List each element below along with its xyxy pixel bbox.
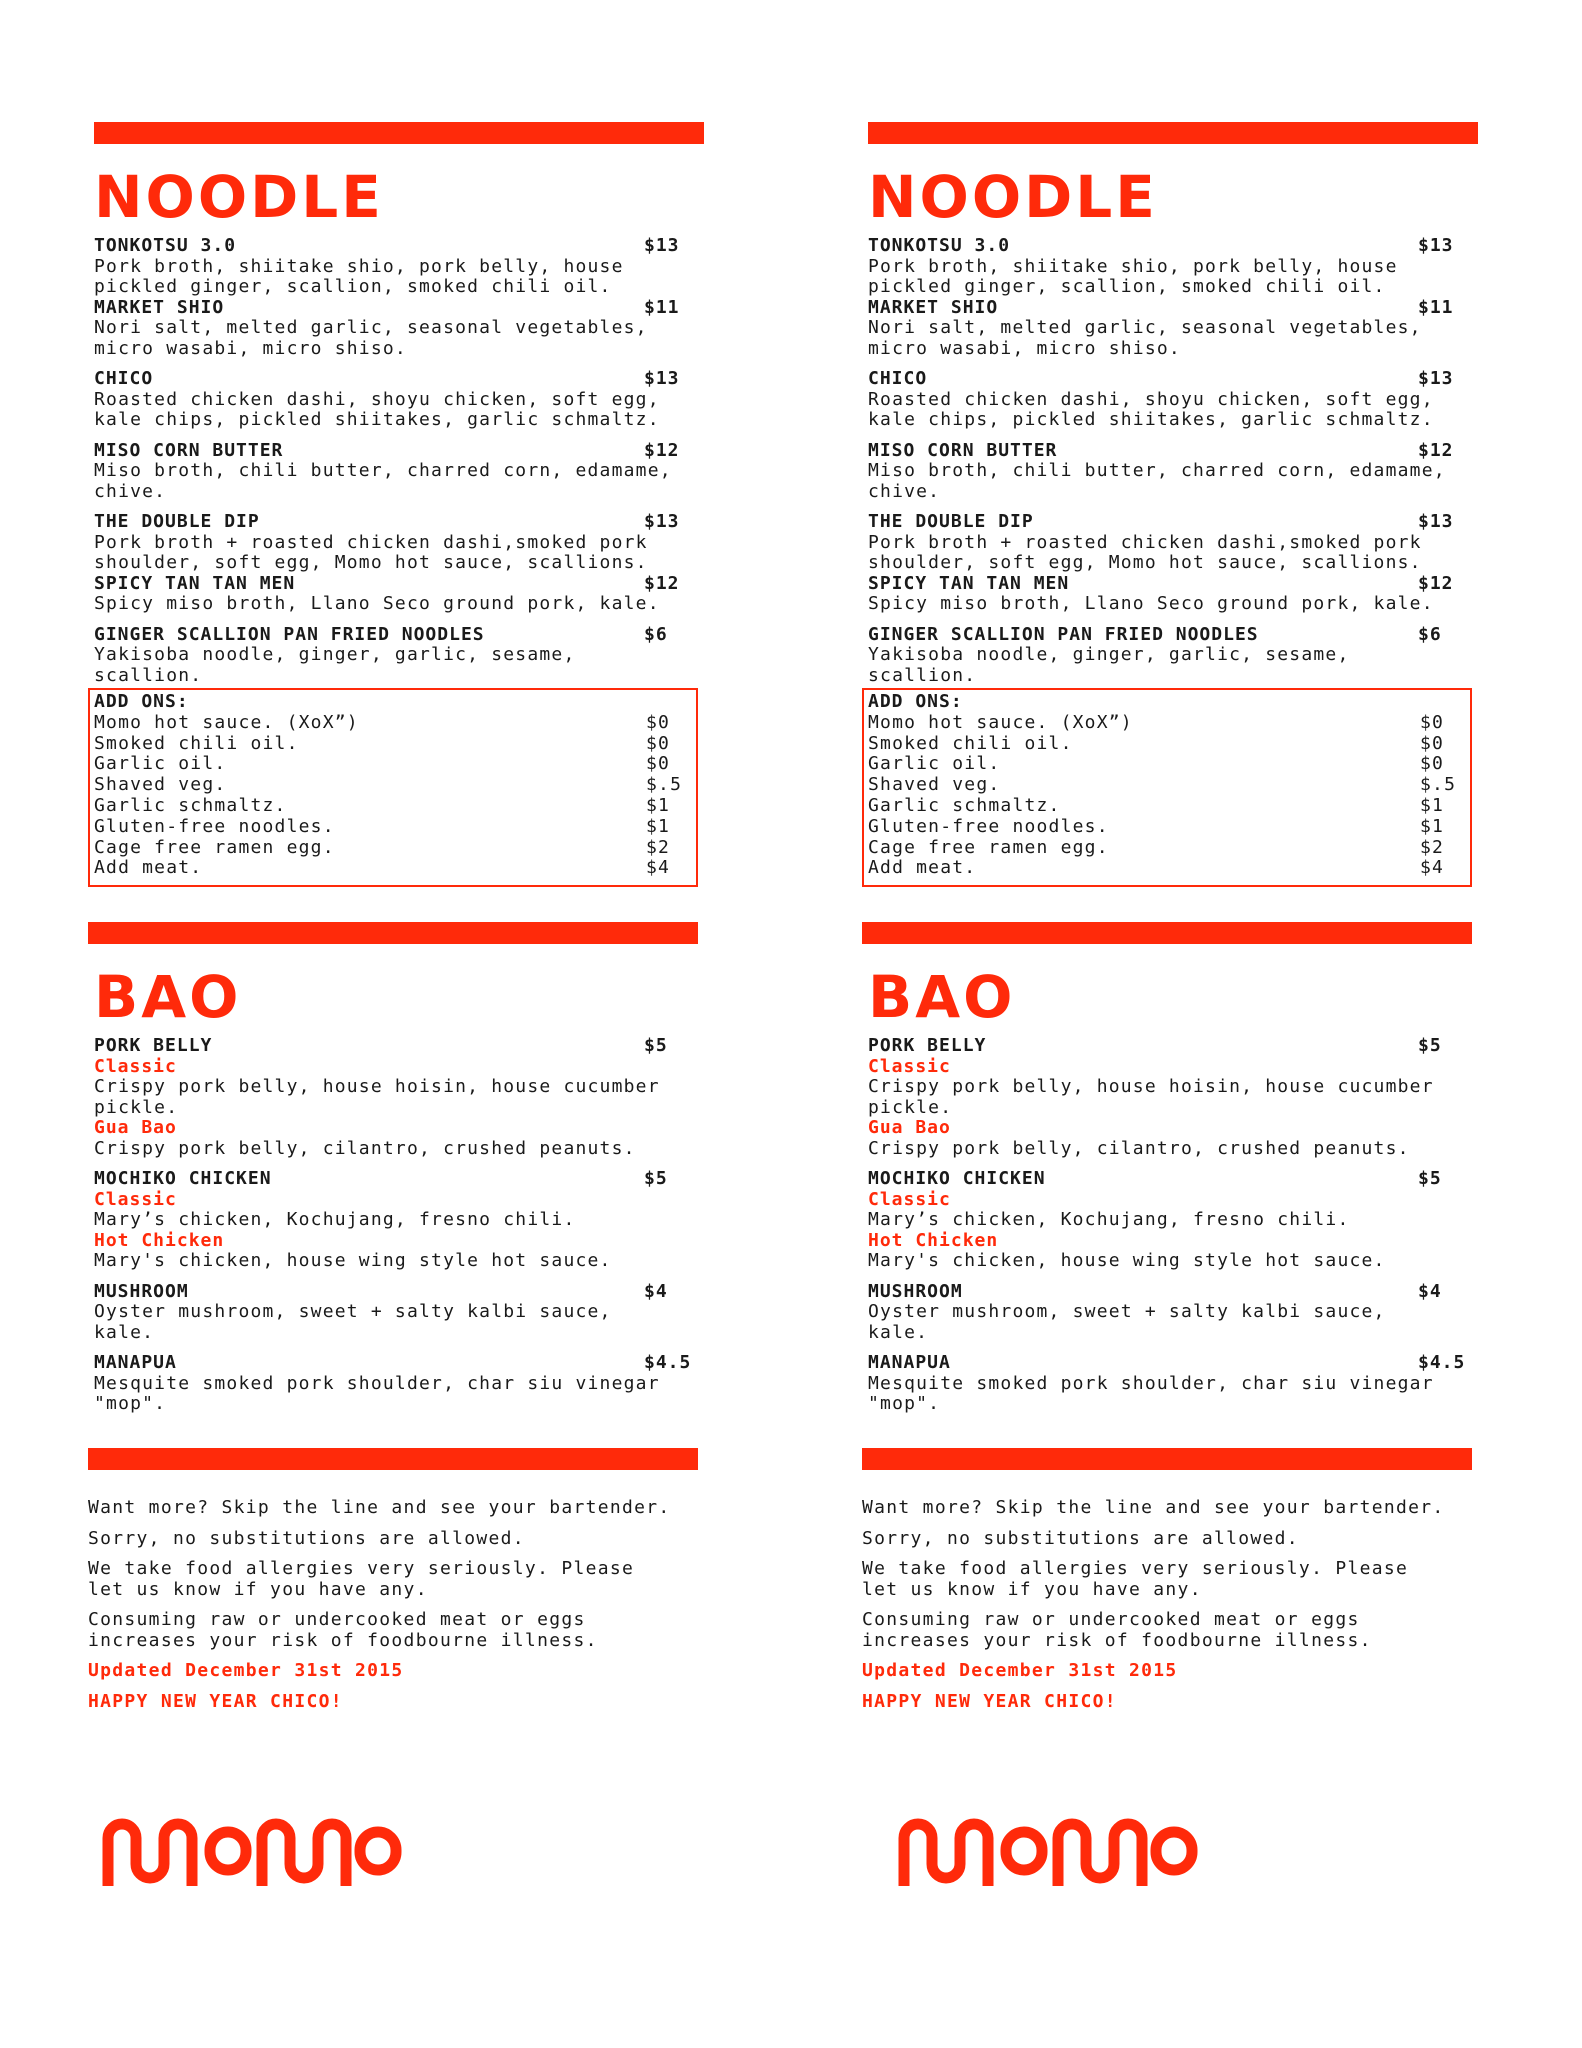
item-name: MANAPUA: [94, 1352, 177, 1373]
item-name: MANAPUA: [868, 1352, 951, 1373]
item-name: SPICY TAN TAN MEN: [868, 572, 1070, 594]
bao-section: [88, 922, 708, 1415]
item-description: kale chips, pickled shiitakes, garlic schmaltz.: [94, 409, 660, 430]
footer-note: We take food allergies very seriously. Please let us know if you have any.: [862, 1558, 1409, 1600]
addon-row: Add meat. $4: [94, 857, 671, 879]
section-divider: [88, 922, 698, 944]
menu-item: [94, 1036, 698, 1159]
item-description: Oyster mushroom, sweet + salty kalbi sauce,: [868, 1301, 1386, 1322]
item-name: MARKET SHIO: [868, 296, 999, 318]
addon-row: Shaved veg. $.5: [94, 774, 683, 796]
item-variant: Gua Bao: [868, 1117, 951, 1138]
menu-item: [868, 1282, 1472, 1344]
section-divider: [862, 1448, 1472, 1470]
item-description: pickled ginger, scallion, smoked chili oil.: [868, 276, 1386, 297]
section-title: BAO: [868, 963, 1016, 1031]
momona-logo: [898, 1816, 1218, 1886]
item-description: Crispy pork belly, house hoisin, house cucumber: [868, 1076, 1434, 1097]
addon-row: Smoked chili oil. $0: [868, 732, 1445, 754]
footer-notes: [862, 1498, 1482, 1722]
addon-row: Add meat. $4: [868, 857, 1445, 879]
addon-row: Smoked chili oil. $0: [94, 732, 671, 754]
item-description: Mary's chicken, house wing style hot sauce.: [868, 1250, 1386, 1271]
item-price: $13: [1418, 235, 1454, 256]
section-title: NOODLE: [868, 163, 1158, 231]
menu-item: [94, 512, 698, 574]
item-price: $12: [1418, 572, 1454, 594]
item-variant: Hot Chicken: [94, 1229, 225, 1251]
item-description: micro wasabi, micro shiso.: [94, 337, 407, 359]
item-description: Mesquite smoked pork shoulder, char siu vinegar: [868, 1372, 1434, 1394]
menu-copy-right: [862, 0, 1482, 2048]
section-title: BAO: [94, 963, 242, 1031]
footer-note: Want more? Skip the line and see your bartender.: [862, 1497, 1445, 1518]
item-description: Miso broth, chili butter, charred corn, edamame,: [94, 460, 672, 481]
item-name: MISO CORN BUTTER: [868, 439, 1058, 461]
greeting: HAPPY NEW YEAR CHICO!: [862, 1690, 1117, 1712]
addon-row: Shaved veg. $.5: [868, 774, 1457, 796]
item-name: MISO CORN BUTTER: [94, 439, 284, 461]
item-description: micro wasabi, micro shiso.: [868, 337, 1181, 359]
item-description: Crispy pork belly, cilantro, crushed peanuts.: [868, 1137, 1410, 1159]
noodle-section: [88, 122, 708, 887]
item-name: MOCHIKO CHICKEN: [94, 1168, 272, 1189]
item-price: $13: [1418, 368, 1454, 389]
section-divider: [868, 122, 1478, 144]
addon-row: Momo hot sauce. (XoX”) $0: [94, 711, 671, 733]
item-name: THE DOUBLE DIP: [94, 511, 260, 532]
addons-title: ADD ONS:: [94, 691, 189, 712]
menu-item: [868, 574, 1472, 615]
item-description: Yakisoba noodle, ginger, garlic, sesame,: [94, 644, 576, 665]
section-divider: [88, 1448, 698, 1470]
item-description: Nori salt, melted garlic, seasonal vegetables,: [868, 317, 1422, 338]
item-name: TONKOTSU 3.0: [868, 235, 1011, 256]
item-description: "mop".: [94, 1393, 167, 1414]
item-price: $12: [1418, 439, 1454, 461]
section-divider: [862, 922, 1472, 944]
menu-item: [868, 236, 1472, 298]
item-description: Spicy miso broth, Llano Seco ground pork, kale.: [94, 593, 660, 614]
item-price: $13: [644, 368, 680, 389]
bao-section: [862, 922, 1482, 1415]
item-variant: Classic: [94, 1055, 177, 1077]
addons-box: [88, 688, 698, 887]
item-price: $4.5: [644, 1352, 692, 1373]
addons-title: ADD ONS:: [868, 691, 963, 712]
item-price: $13: [644, 511, 680, 532]
footer-note: Consuming raw or undercooked meat or eggs increases your risk of foodbourne illness.: [862, 1609, 1372, 1651]
item-name: MUSHROOM: [94, 1280, 189, 1302]
updated-date: Updated December 31st 2015: [862, 1660, 1178, 1681]
item-price: $4: [1418, 1280, 1442, 1302]
item-description: scallion.: [868, 664, 977, 686]
item-name: TONKOTSU 3.0: [94, 235, 237, 256]
item-description: Pork broth, shiitake shio, pork belly, house: [868, 255, 1398, 277]
addon-row: Garlic oil. $0: [868, 753, 1445, 775]
footer-note: Want more? Skip the line and see your bartender.: [88, 1497, 671, 1518]
updated-date: Updated December 31st 2015: [88, 1660, 404, 1681]
menu-item: [868, 1036, 1472, 1159]
section-divider: [94, 122, 704, 144]
item-price: $11: [1418, 296, 1454, 318]
item-description: Oyster mushroom, sweet + salty kalbi sauce,: [94, 1301, 612, 1322]
menu-item: [94, 236, 698, 298]
item-description: Spicy miso broth, Llano Seco ground pork, kale.: [868, 593, 1434, 614]
menu-item: [868, 1169, 1472, 1272]
item-description: pickle.: [868, 1096, 953, 1118]
item-price: $4: [644, 1280, 668, 1302]
item-name: MARKET SHIO: [94, 296, 225, 318]
item-description: Crispy pork belly, cilantro, crushed peanuts.: [94, 1137, 636, 1159]
item-name: MOCHIKO CHICKEN: [868, 1168, 1046, 1189]
menu-item: [868, 1353, 1472, 1415]
item-variant: Classic: [868, 1055, 951, 1077]
noodle-section: [862, 122, 1482, 887]
menu-item: [868, 512, 1472, 574]
item-variant: Classic: [94, 1188, 177, 1210]
menu-item: [94, 369, 698, 431]
item-price: $13: [1418, 511, 1454, 532]
item-description: Mesquite smoked pork shoulder, char siu vinegar: [94, 1372, 660, 1394]
menu-item: [94, 1353, 698, 1415]
item-variant: Hot Chicken: [868, 1229, 999, 1251]
item-description: kale chips, pickled shiitakes, garlic schmaltz.: [868, 409, 1434, 430]
item-price: $6: [644, 623, 668, 645]
item-description: pickled ginger, scallion, smoked chili oil.: [94, 276, 612, 297]
addon-row: Gluten-free noodles. $1: [868, 815, 1445, 837]
item-description: Crispy pork belly, house hoisin, house cucumber: [94, 1076, 660, 1097]
item-description: Yakisoba noodle, ginger, garlic, sesame,: [868, 644, 1350, 665]
menu-item: [868, 298, 1472, 360]
item-name: PORK BELLY: [94, 1035, 213, 1056]
addon-row: Cage free ramen egg. $2: [94, 836, 671, 858]
addon-row: Momo hot sauce. (XoX”) $0: [868, 711, 1445, 733]
addons-box: [862, 688, 1472, 887]
item-description: Pork broth + roasted chicken dashi,smoked pork: [868, 531, 1422, 553]
item-description: Miso broth, chili butter, charred corn, edamame,: [868, 460, 1446, 481]
menu-item: [94, 625, 698, 687]
item-description: kale.: [94, 1321, 155, 1343]
item-description: Roasted chicken dashi, shoyu chicken, soft egg,: [94, 388, 660, 410]
momona-logo: [102, 1816, 422, 1886]
footer-note: Consuming raw or undercooked meat or eggs increases your risk of foodbourne illness.: [88, 1609, 598, 1651]
item-name: CHICO: [868, 368, 928, 389]
menu-item: [94, 298, 698, 360]
item-price: $5: [644, 1035, 668, 1056]
item-price: $5: [644, 1168, 668, 1189]
item-price: $5: [1418, 1035, 1442, 1056]
menu-item: [94, 574, 698, 615]
item-description: Nori salt, melted garlic, seasonal vegetables,: [94, 317, 648, 338]
item-description: Roasted chicken dashi, shoyu chicken, soft egg,: [868, 388, 1434, 410]
item-description: shoulder, soft egg, Momo hot sauce, scallions.: [868, 552, 1422, 573]
footer-notes: [88, 1498, 708, 1722]
menu-item: [94, 441, 698, 503]
addon-row: Gluten-free noodles. $1: [94, 815, 671, 837]
addon-row: Cage free ramen egg. $2: [868, 836, 1445, 858]
menu-copy-left: [88, 0, 708, 2048]
item-description: Pork broth + roasted chicken dashi,smoked pork: [94, 531, 648, 553]
menu-item: [868, 369, 1472, 431]
item-description: Mary’s chicken, Kochujang, fresno chili.: [868, 1209, 1350, 1230]
footer-note: We take food allergies very seriously. Please let us know if you have any.: [88, 1558, 635, 1600]
item-description: scallion.: [94, 664, 203, 686]
item-price: $11: [644, 296, 680, 318]
item-price: $13: [644, 235, 680, 256]
item-name: GINGER SCALLION PAN FRIED NOODLES: [94, 623, 485, 645]
item-name: MUSHROOM: [868, 1280, 963, 1302]
item-price: $5: [1418, 1168, 1442, 1189]
item-name: PORK BELLY: [868, 1035, 987, 1056]
footer-note: Sorry, no substitutions are allowed.: [88, 1527, 525, 1549]
menu-item: [868, 625, 1472, 687]
item-price: $6: [1418, 623, 1442, 645]
item-description: Mary's chicken, house wing style hot sauce.: [94, 1250, 612, 1271]
menu-item: [94, 1169, 698, 1272]
item-name: THE DOUBLE DIP: [868, 511, 1034, 532]
section-title: NOODLE: [94, 163, 384, 231]
menu-item: [868, 441, 1472, 503]
footer-note: Sorry, no substitutions are allowed.: [862, 1527, 1299, 1549]
greeting: HAPPY NEW YEAR CHICO!: [88, 1690, 343, 1712]
addon-row: Garlic oil. $0: [94, 753, 671, 775]
item-description: shoulder, soft egg, Momo hot sauce, scallions.: [94, 552, 648, 573]
menu-item: [94, 1282, 698, 1344]
item-description: pickle.: [94, 1096, 179, 1118]
addon-row: Garlic schmaltz. $1: [94, 794, 671, 816]
item-description: kale.: [868, 1321, 929, 1343]
item-name: SPICY TAN TAN MEN: [94, 572, 296, 594]
item-description: chive.: [94, 480, 167, 502]
item-description: chive.: [868, 480, 941, 502]
item-price: $12: [644, 439, 680, 461]
item-variant: Gua Bao: [94, 1117, 177, 1138]
item-description: Pork broth, shiitake shio, pork belly, house: [94, 255, 624, 277]
item-price: $12: [644, 572, 680, 594]
item-name: CHICO: [94, 368, 154, 389]
item-description: "mop".: [868, 1393, 941, 1414]
item-name: GINGER SCALLION PAN FRIED NOODLES: [868, 623, 1259, 645]
addon-row: Garlic schmaltz. $1: [868, 794, 1445, 816]
item-description: Mary’s chicken, Kochujang, fresno chili.: [94, 1209, 576, 1230]
item-variant: Classic: [868, 1188, 951, 1210]
item-price: $4.5: [1418, 1352, 1466, 1373]
